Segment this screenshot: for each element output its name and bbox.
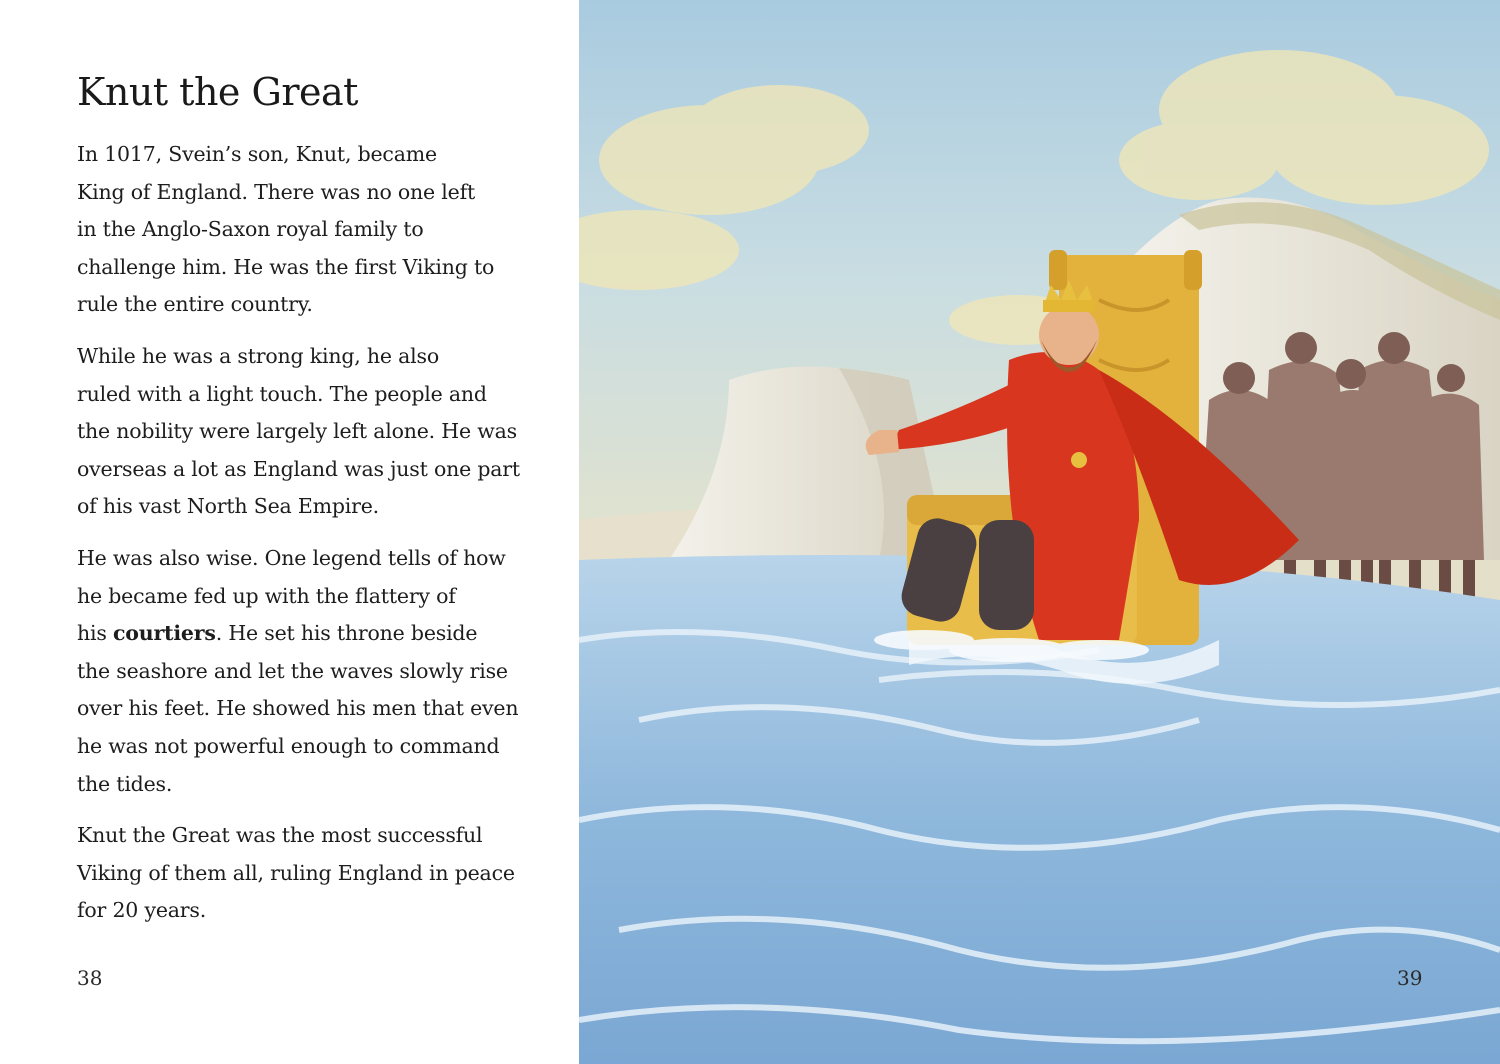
text-line: challenge him. He was the first Viking to [77,254,495,279]
illustration-page [579,0,1500,1064]
text-line: the tides. [77,771,173,796]
text-line: Knut the Great was the most successful [77,823,483,848]
page-number-right: 39 [1397,966,1423,990]
text-line: he became fed up with the flattery of [77,583,456,608]
text-line: for 20 years. [77,898,207,923]
paragraph-3 [77,540,557,803]
paragraph-1 [77,136,557,324]
text-line: He was also wise. One legend tells of how [77,545,506,570]
text-line: in the Anglo-Saxon royal family to [77,217,424,242]
text-line: Viking of them all, ruling England in peace [77,860,515,885]
text-line: While he was a strong king, he also [77,343,440,368]
text-line: he was not powerful enough to command [77,733,500,758]
left-page [0,0,579,1064]
text-fragment: . He set his throne beside [215,621,478,646]
text-line-with-keyword [77,615,557,653]
paragraph-2 [77,338,557,526]
text-line: of his vast North Sea Empire. [77,494,380,519]
text-line: King of England. There was no one left [77,179,476,204]
text-line: rule the entire country. [77,292,313,317]
page-number-left: 38 [77,966,103,990]
page-title: Knut the Great [77,70,358,114]
text-line: over his feet. He showed his men that even [77,696,519,721]
text-line: In 1017, Svein’s son, Knut, became [77,142,437,166]
king-on-throne-illustration [579,0,1500,1064]
text-line: the nobility were largely left alone. He was [77,419,517,444]
text-fragment: his [77,621,113,646]
text-line: ruled with a light touch. The people and [77,381,487,406]
text-line: the seashore and let the waves slowly rise [77,658,508,683]
glossary-term-courtiers: courtiers [113,621,216,646]
body-text [77,136,557,944]
paragraph-4 [77,817,557,930]
text-line: overseas a lot as England was just one part [77,456,520,481]
